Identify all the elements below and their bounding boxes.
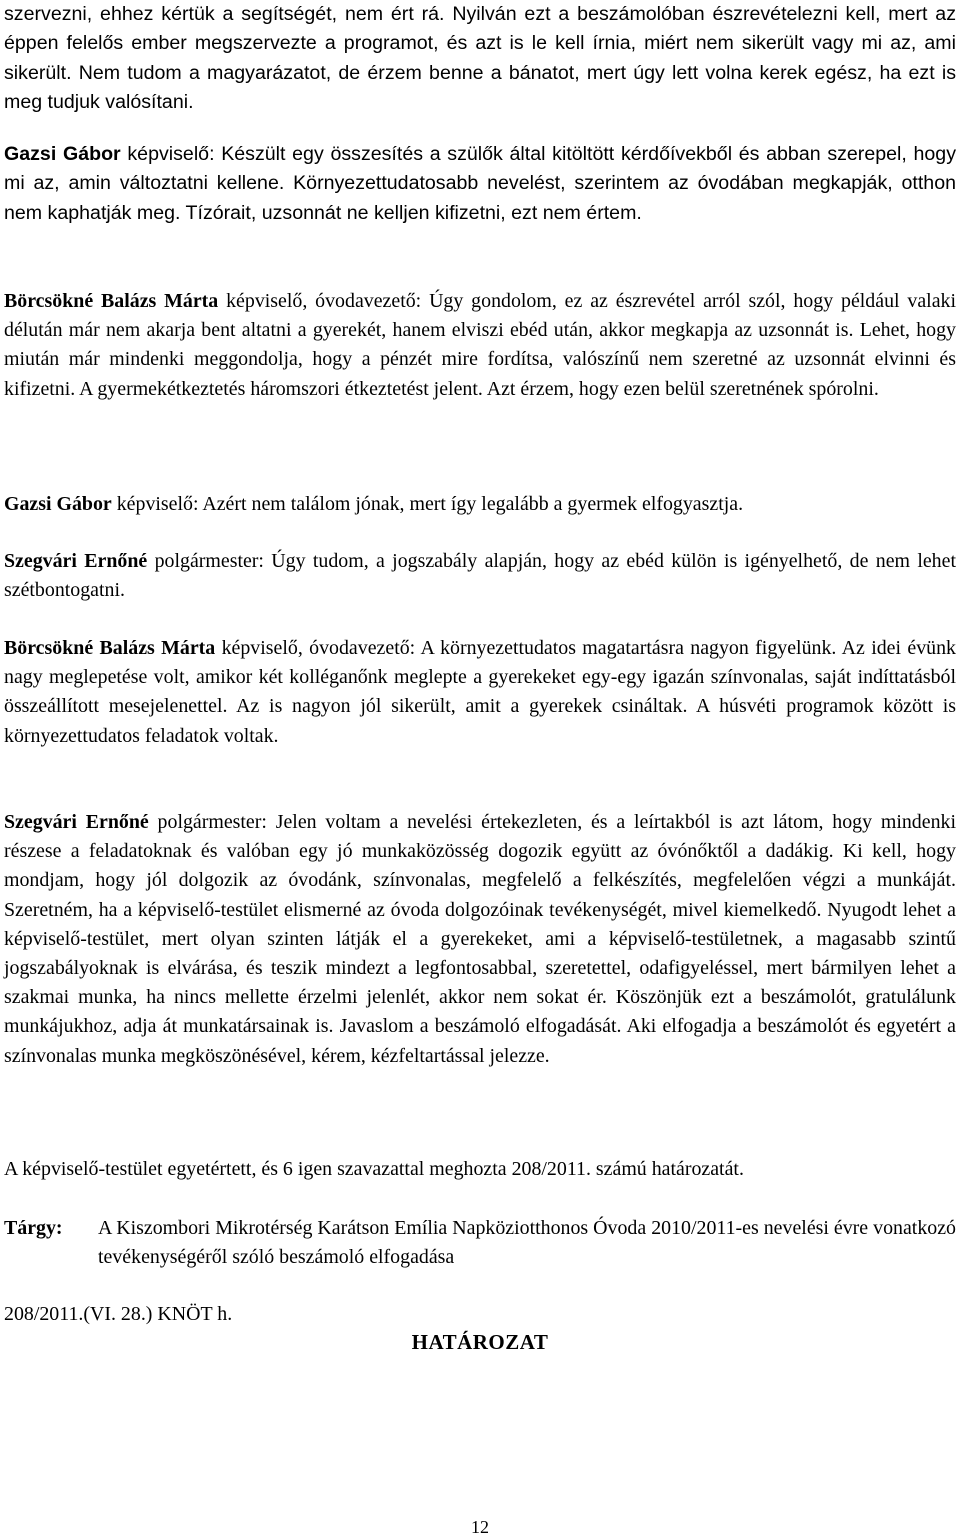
paragraph-text: polgármester: Jelen voltam a nevelési értekezleten, és a leírtakból is azt látom, hogy mindenki részese a feladatoknak és valóban egy jó munkaközösség dogozik együtt az óvónőktől a dadákig. Ki kell, hogy mondjam, hogy jól dolgozik az óvodánk, színvonalas, megfelelő a felkészítés, megfelelően végzi a munkáját. Szeretném, ha a képviselő-testület elismerné az óvoda dolgozóinak tevékenységét, mivel kiemelkedő. Nyugodt lehet a képviselő-testület, mert olyan szinten látják el a gyerekeket, ami a képviselő-testületnek, a magasabb szintű jogszabályoknak is elvárása, és teszik mindezt a legfontosabbal, szeretettel, odafigyeléssel, mert bármilyen lehet a szakmai munka, ha nincs mellette érzelmi jelenlét, akkor nem sokat ér. Köszönjük ezt a beszámolót, gratulálunk munkájukhoz, adja át munkatársainak is. Javaslom a beszámoló elfogadását. Aki elfogadja a beszámolót és egyetért a színvonalas munka megköszönésével, kérem, kézfeltartással jelezze. [4,811,956,1067]
speaker-name: Börcsökné Balázs Márta [4,637,216,659]
subject-label: Tárgy: [4,1217,63,1239]
speaker-name: Gazsi Gábor [4,493,112,515]
speaker-name: Szegvári Ernőné [4,811,149,833]
paragraph-text: képviselő: Azért nem találom jónak, mert így legalább a gyermek elfogyasztja. [111,493,744,515]
paragraph-intro [4,0,956,118]
paragraph-text: képviselő, óvodavezető: Úgy gondolom, ez az észrevétel arról szól, hogy például valaki délután már nem akarja bent altatni a gyerekét, hanem elviszi ebéd után, akkor megkapja az uzsonnát is. Lehet, hogy miután már mindenki meggondolja, hogy a pénzét mire fordítsa, valószínű nem szeretné az uzsonnát elvinni és kifizetni. A gyermekétkeztetés háromszori étkeztetést jelent. Azt érzem, hogy ezen belül szeretnének spórolni. [4,290,957,400]
paragraph-text: képviselő: Készült egy összesítés a szülők által kitöltött kérdőívekből és abban szerepel, hogy mi az, amin változtatni kellene. Környezettudatosabb nevelést, szerintem az óvodában megkapják, otthon nem kaphatják meg. Tízórait, uzsonnát ne kelljen kifizetni, ezt nem értem. [4,143,957,224]
paragraph-vote [4,1155,956,1184]
paragraph-text: A képviselő-testület egyetértett, és 6 igen szavazattal meghozta 208/2011. számú határozatát. [4,1158,744,1180]
subject-text: A Kiszombori Mikrotérség Karátson Emília Napköziotthonos Óvoda 2010/2011-es nevelési évre vonatkozó tevékenységéről szóló beszámoló elfogadása [98,1217,956,1268]
speaker-name: Szegvári Ernőné [4,550,148,572]
paragraph-borcsokne-2 [4,634,956,751]
speaker-name: Gazsi Gábor [4,143,121,165]
paragraph-gazsi-1 [4,140,956,228]
paragraph-borcsokne-1 [4,287,956,404]
subject-block [4,1214,956,1272]
paragraph-gazsi-2 [4,490,956,519]
paragraph-szegvari-1 [4,547,956,605]
paragraph-text: képviselő, óvodavezető: A környezettudatos magatartásra nagyon figyelünk. Az idei évünk nagy meglepetése volt, amikor két kolléganőnk meglepte a gyerekeket egy-egy igazán színvonalas, saját indíttatásból összeállított mesejelenettel. Az is nagyon jól sikerült, amit a gyerekek csináltak. A húsvéti programok között is környezettudatos feladatok voltak. [4,637,956,747]
paragraph-text: polgármester: Úgy tudom, a jogszabály alapján, hogy az ebéd külön is igényelhető, de nem lehet szétbontogatni. [4,550,956,602]
paragraph-text: szervezni, ehhez kértük a segítségét, nem ért rá. Nyilván ezt a beszámolóban észrevételezni kell, mert az éppen felelős ember megszervezte a programot, és azt is le kell írnia, miért nem sikerült vagy mi az, ami sikerült. Nem tudom a magyarázatot, de érzem benne a bánatot, mert úgy lett volna kerek egész, ha ezt is meg tudjuk valósítani. [4,3,956,114]
speaker-name: Börcsökné Balázs Márta [4,290,219,312]
resolution-heading: HATÁROZAT [411,1330,549,1354]
paragraph-szegvari-2 [4,808,956,1071]
resolution-reference: 208/2011.(VI. 28.) KNÖT h. [4,1303,233,1325]
page-number: 12 [471,1517,489,1537]
